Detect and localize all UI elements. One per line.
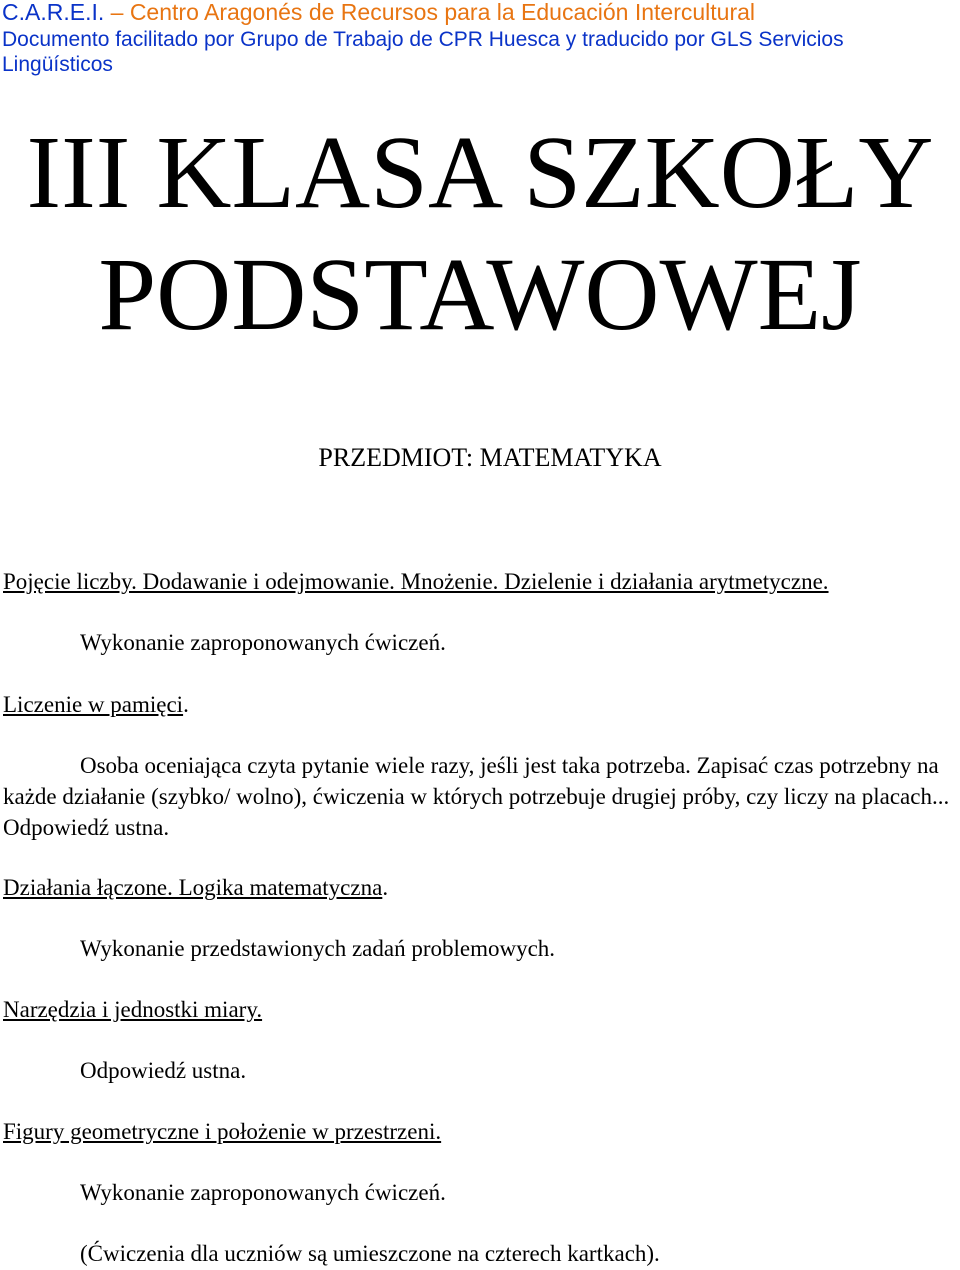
subject-heading: PRZEDMIOT: MATEMATYKA — [318, 443, 662, 472]
section-text-logic: Wykonanie przedstawionych zadań problemowych. — [80, 936, 556, 961]
section-text-mental-calc: Osoba oceniająca czyta pytanie wiele razy, jeśli jest taka potrzeba. Zapisać czas potrzebny na każde działanie (szybko/ wolno), ćwiczenia w których potrzebuje drugiej próby, czy liczy na placach... Odpowiedź ustna. — [3, 753, 950, 840]
document-title-line-2: PODSTAWOWEJ — [98, 237, 862, 352]
section-heading-logic: Działania łączone. Logika matematyczna — [3, 875, 383, 900]
section-heading-logic-wrap: Działania łączone. Logika matematyczna. — [3, 875, 389, 900]
section-heading-mental-calc-wrap: Liczenie w pamięci. — [3, 692, 189, 717]
org-abbreviation: C.A.R.E.I. — [2, 0, 105, 25]
section-heading-measures: Narzędzia i jednostki miary. — [3, 997, 263, 1022]
section-text-measures: Odpowiedź ustna. — [80, 1058, 247, 1083]
section-note-geometry: (Ćwiczenia dla uczniów są umieszczone na czterech kartkach). — [80, 1241, 660, 1266]
org-full-name: – Centro Aragonés de Recursos para la Educación Intercultural — [110, 0, 756, 25]
section-heading-mental-calc: Liczenie w pamięci — [3, 692, 184, 717]
section-text-geometry: Wykonanie zaproponowanych ćwiczeń. — [80, 1180, 446, 1205]
document-title-line-1: III KLASA SZKOŁY — [26, 115, 934, 230]
header-subtitle: Documento facilitado por Grupo de Trabajo de CPR Huesca y traducido por GLS Servicios Lingüísticos — [2, 28, 844, 76]
header-organization — [2, 0, 755, 26]
section-text-numbers: Wykonanie zaproponowanych ćwiczeń. — [80, 630, 446, 655]
section-heading-numbers: Pojęcie liczby. Dodawanie i odejmowanie. Mnożenie. Dzielenie i działania arytmetyczne. — [3, 569, 829, 594]
section-heading-geometry: Figury geometryczne i położenie w przestrzeni. — [3, 1119, 442, 1144]
